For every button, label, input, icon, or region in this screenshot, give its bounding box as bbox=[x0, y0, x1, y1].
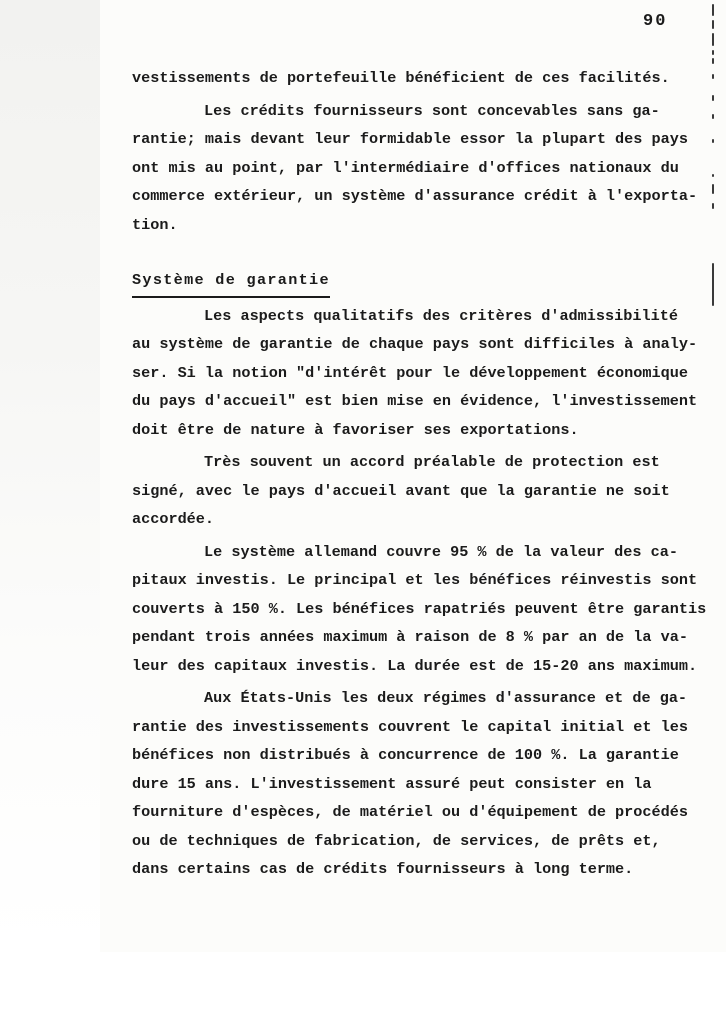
text-line: rantie; mais devant leur formidable essor la plupart des pays bbox=[132, 130, 688, 148]
text-line: ou de techniques de fabrication, de services, de prêts et, bbox=[132, 831, 661, 850]
text-line: ser. Si la notion "d'intérêt pour le développement économique bbox=[132, 363, 688, 382]
text-line: au système de garantie de chaque pays sont difficiles à analy- bbox=[132, 335, 698, 353]
text-line: Très souvent un accord préalable de protection est bbox=[204, 453, 660, 471]
text-line: bénéfices non distribués à concurrence de 100 %. La garantie bbox=[132, 746, 679, 764]
text-line: dure 15 ans. L'investissement assuré peut consister en la bbox=[132, 774, 652, 793]
text-line: doit être de nature à favoriser ses exportations. bbox=[132, 420, 579, 439]
text-line: signé, avec le pays d'accueil avant que la garantie ne soit bbox=[132, 481, 670, 500]
text-line: tion. bbox=[132, 215, 178, 234]
text-line: dans certains cas de crédits fournisseurs à long terme. bbox=[132, 860, 634, 878]
body-text bbox=[132, 64, 718, 884]
page-number: 90 bbox=[643, 12, 668, 31]
text-line: pendant trois années maximum à raison de 8 % par an de la va- bbox=[132, 628, 688, 646]
text-line: Les aspects qualitatifs des critères d'admissibilité bbox=[204, 306, 678, 325]
text-line: du pays d'accueil" est bien mise en évidence, l'investissement bbox=[132, 392, 698, 410]
paragraph bbox=[132, 448, 718, 534]
paragraph bbox=[132, 97, 718, 240]
text-line: couverts à 150 %. Les bénéfices rapatriés peuvent être garantis bbox=[132, 599, 707, 618]
scan-left-margin bbox=[0, 0, 100, 952]
text-line: commerce extérieur, un système d'assurance crédit à l'exporta- bbox=[132, 187, 698, 205]
text-line: Les crédits fournisseurs sont concevables sans ga- bbox=[204, 101, 660, 120]
paragraph bbox=[132, 302, 718, 445]
text-line: Aux États-Unis les deux régimes d'assurance et de ga- bbox=[204, 689, 688, 707]
text-line: pitaux investis. Le principal et les bénéfices réinvestis sont bbox=[132, 571, 698, 589]
paragraph bbox=[132, 538, 718, 681]
text-line: ont mis au point, par l'intermédiaire d'offices nationaux du bbox=[132, 158, 679, 177]
paragraph bbox=[132, 684, 718, 884]
text-line: Le système allemand couvre 95 % de la valeur des ca- bbox=[204, 542, 678, 561]
text-line: fourniture d'espèces, de matériel ou d'équipement de procédés bbox=[132, 803, 688, 821]
page bbox=[100, 0, 726, 952]
text-line: accordée. bbox=[132, 510, 215, 528]
text-line: rantie des investissements couvrent le capital initial et les bbox=[132, 717, 688, 736]
section-heading: Système de garantie bbox=[132, 266, 330, 298]
text-line: leur des capitaux investis. La durée est de 15-20 ans maximum. bbox=[132, 656, 698, 675]
paragraph-continuation bbox=[132, 64, 718, 93]
text-line: vestissements de portefeuille bénéficient de ces facilités. bbox=[132, 69, 670, 87]
